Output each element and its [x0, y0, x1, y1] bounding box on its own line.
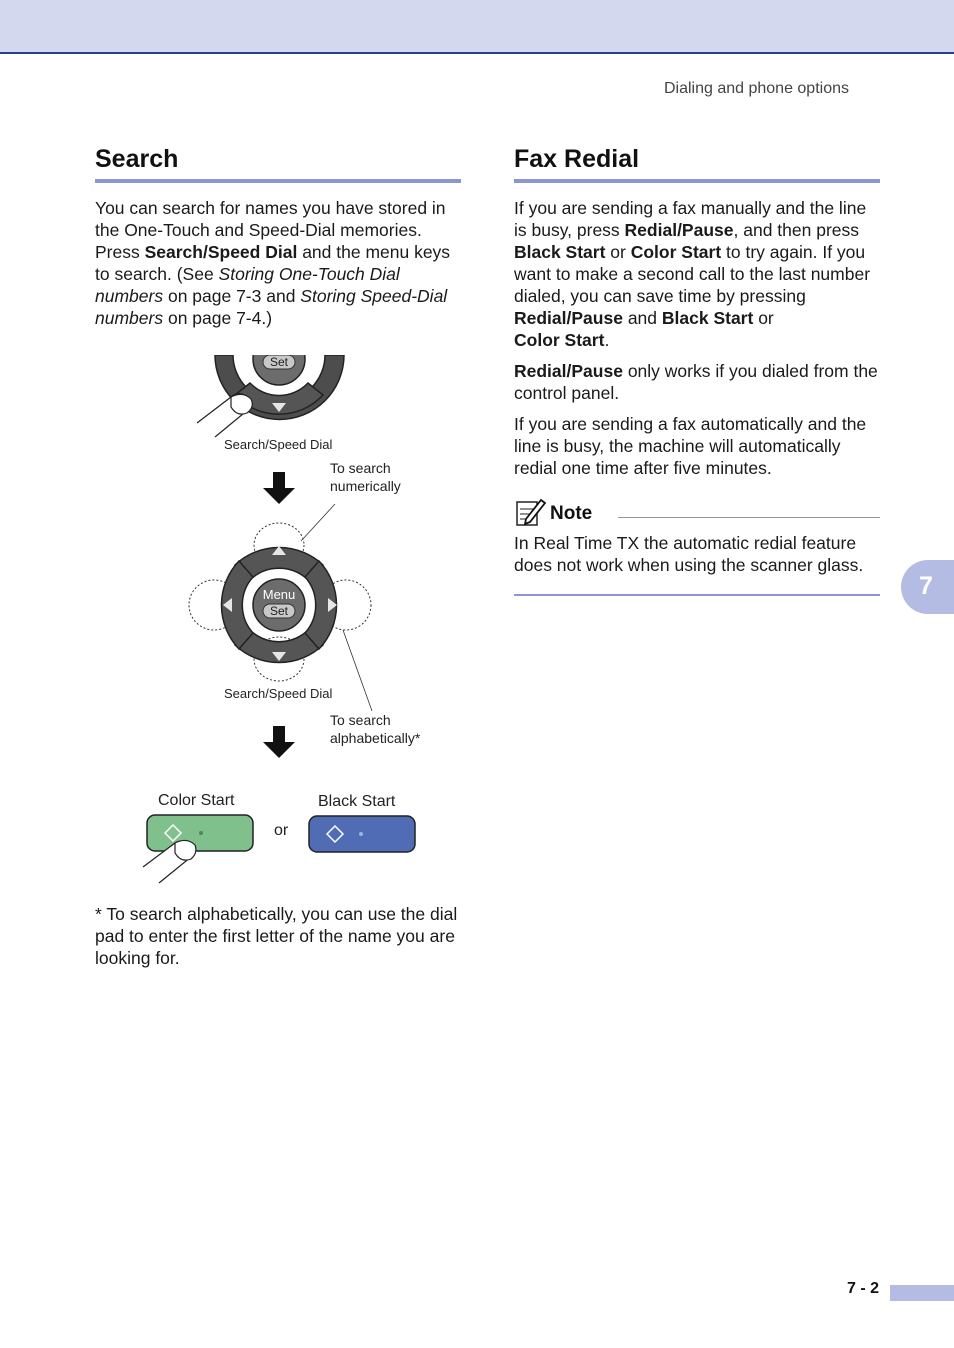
fax-redial-section	[514, 145, 880, 596]
search-figure	[135, 355, 435, 890]
header-band	[0, 0, 954, 54]
fax-redial-paragraph-1: If you are sending a fax manually and the line is busy, press Redial/Pause, and then press Black Start or Color Start to try again. If you want to make a second call to the last number dialed, you can save time by pressing Redial/Pause and Black Start or Color Start.	[514, 198, 871, 350]
down-arrow-icon	[263, 472, 295, 504]
black-start-label: Black Start	[318, 793, 396, 810]
search-section	[95, 145, 461, 329]
note-pencil-icon	[514, 497, 546, 527]
search-heading: Search	[95, 145, 461, 183]
fax-redial-paragraph-3: If you are sending a fax automatically and the line is busy, the machine will automatically redial one time after five minutes.	[514, 414, 867, 478]
note-end-rule	[514, 594, 880, 596]
note-text: In Real Time TX the automatic redial feature does not work when using the scanner glass.	[514, 533, 864, 575]
nav-pad	[189, 523, 371, 682]
fax-redial-heading: Fax Redial	[514, 145, 880, 183]
page-number-bar	[890, 1285, 954, 1301]
set-key-label: Set	[269, 604, 289, 618]
note-header	[514, 497, 880, 529]
chapter-number: 7	[919, 572, 933, 600]
numeric-search-callout: To search numerically	[330, 460, 401, 494]
color-start-label: Color Start	[158, 792, 235, 809]
search-intro: You can search for names you have stored in the One-Touch and Speed-Dial memories. Press Search/Speed Dial and the menu keys to search. (See Storing One-Touch Dial numbers on page 7-3 and Storing Speed-Dial numbers on page 7-4.)	[95, 198, 451, 328]
note-title: Note	[550, 503, 593, 524]
chapter-tab	[901, 560, 954, 614]
alphabetic-search-callout: To search alphabetically*	[330, 712, 421, 746]
search-footnote: * To search alphabetically, you can use the dial pad to enter the first letter of the name you are looking for.	[95, 904, 458, 968]
set-key-top-label: Set	[269, 355, 289, 369]
note-rule	[618, 517, 880, 518]
or-label: or	[274, 822, 289, 839]
search-speed-dial-label-2: Search/Speed Dial	[224, 686, 333, 701]
down-arrow-icon	[263, 726, 295, 758]
running-head: Dialing and phone options	[663, 80, 849, 97]
search-speed-dial-label-1: Search/Speed Dial	[224, 437, 333, 452]
fax-redial-paragraph-2: Redial/Pause only works if you dialed from the control panel.	[514, 361, 878, 403]
menu-key-label: Menu	[262, 587, 296, 602]
page-number: 7 - 2	[847, 1280, 880, 1297]
